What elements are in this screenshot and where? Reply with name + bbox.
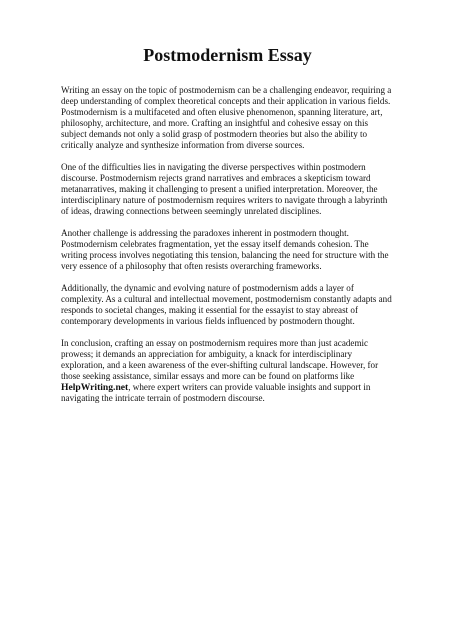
paragraph-dynamics: Additionally, the dynamic and evolving nature of postmodernism adds a layer of complexity. As a cultural and intellectual movement, postmodernism constantly adapts and responds to societal changes, making it essential for the essayist to stay abreast of contemporary developments in various fields influenced by postmodern thought. bbox=[61, 282, 392, 327]
paragraph-perspectives: One of the difficulties lies in navigating the diverse perspectives within postmodern discourse. Postmodernism rejects grand narratives and embraces a skepticism toward metanarratives, making it challenging to present a unified interpretation. Moreover, the interdisciplinary nature of postmodernism requires writers to navigate through a labyrinth of ideas, drawing connections between seemingly unrelated disciplines. bbox=[61, 162, 388, 217]
paragraph-paradoxes: Another challenge is addressing the paradoxes inherent in postmodern thought. Postmodernism celebrates fragmentation, yet the essay itself demands cohesion. The writing process involves negotiating this tension, balancing the need for structure with the very essence of a philosophy that often resists overarching frameworks. bbox=[61, 228, 389, 272]
paragraph-conclusion bbox=[61, 338, 394, 405]
conclusion-text-after: , where expert writers can provide valuable insights and support in navigating the intricate terrain of postmodern discourse. bbox=[61, 382, 371, 404]
helpwriting-link[interactable]: HelpWriting.net bbox=[61, 382, 129, 394]
paragraph-intro: Writing an essay on the topic of postmodernism can be a challenging endeavor, requiring a deep understanding of complex theoretical concepts and their application in various fields. Postmodernism is a multifaceted and often elusive phenomenon, spanning literature, art, philosophy, architecture, and more. Crafting an insightful and cohesive essay on this subject demands not only a solid grasp of postmodern theories but also the ability to critically analyze and synthesize information from diverse sources. bbox=[61, 85, 392, 151]
document-title: Postmodernism Essay bbox=[143, 45, 312, 65]
conclusion-text-before: In conclusion, crafting an essay on postmodernism requires more than just academic prowess; it demands an appreciation for ambiguity, a knack for interdisciplinary exploration, and a keen awareness of the ever-shifting cultural landscape. However, for those seeking assistance, similar essays and more can be found on platforms like bbox=[61, 337, 379, 382]
